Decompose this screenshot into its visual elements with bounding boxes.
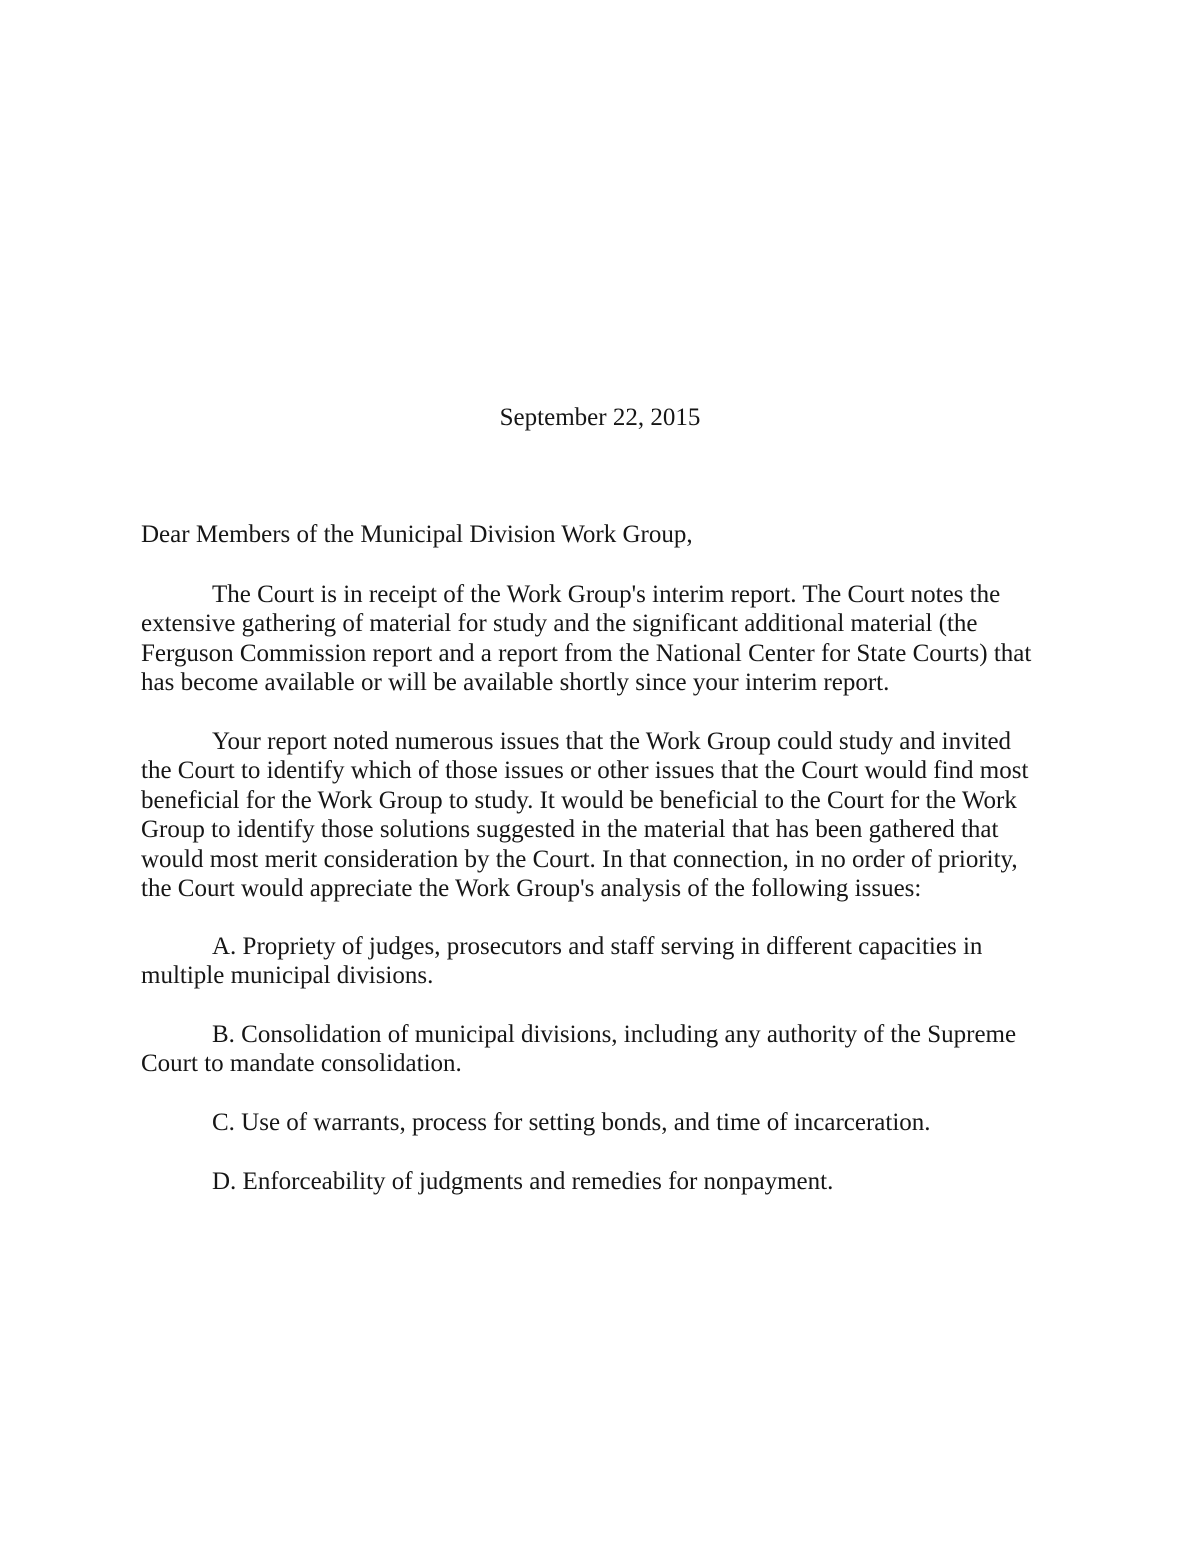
- paragraph-line: Your report noted numerous issues that the Work Group could study and invited: [212, 728, 1012, 755]
- paragraph-line: has become available or will be available shortly since your interim report.: [141, 669, 890, 697]
- paragraph-line: would most merit consideration by the Court. In that connection, in no order of priority,: [141, 845, 1018, 873]
- issue-line: D. Enforceability of judgments and remedies for nonpayment.: [212, 1168, 834, 1195]
- paragraph-line: beneficial for the Work Group to study. It would be beneficial to the Court for the Work: [141, 786, 1017, 814]
- paragraph-line: The Court is in receipt of the Work Group's interim report. The Court notes the: [212, 581, 1001, 608]
- paragraph-line: Ferguson Commission report and a report from the National Center for State Courts) that: [141, 639, 1032, 667]
- issue-line: B. Consolidation of municipal divisions, including any authority of the Supreme: [212, 1021, 1017, 1048]
- paragraph-line: the Court would appreciate the Work Group's analysis of the following issues:: [141, 875, 922, 903]
- paragraph-line: extensive gathering of material for study and the significant additional material (the: [141, 610, 978, 638]
- issue-line: Court to mandate consolidation.: [141, 1050, 462, 1078]
- issue-item-d: [141, 1167, 1061, 1196]
- paragraph-line: the Court to identify which of those issues or other issues that the Court would find most: [141, 757, 1029, 785]
- issue-line: multiple municipal divisions.: [141, 962, 434, 990]
- issue-item-b: [141, 1020, 1061, 1079]
- issue-line: A. Propriety of judges, prosecutors and staff serving in different capacities in: [212, 933, 983, 960]
- salutation-line: Dear Members of the Municipal Division Work Group,: [141, 521, 693, 548]
- issue-item-c: [141, 1108, 1061, 1137]
- paragraph-issues-request: [141, 727, 1061, 903]
- paragraph-receipt-of-report: [141, 580, 1061, 698]
- letter-date: September 22, 2015: [499, 404, 701, 431]
- salutation: [141, 520, 1061, 549]
- issue-item-a: [141, 932, 1061, 991]
- issue-line: C. Use of warrants, process for setting bonds, and time of incarceration.: [212, 1109, 931, 1136]
- paragraph-line: Group to identify those solutions suggested in the material that has been gathered that: [141, 816, 999, 844]
